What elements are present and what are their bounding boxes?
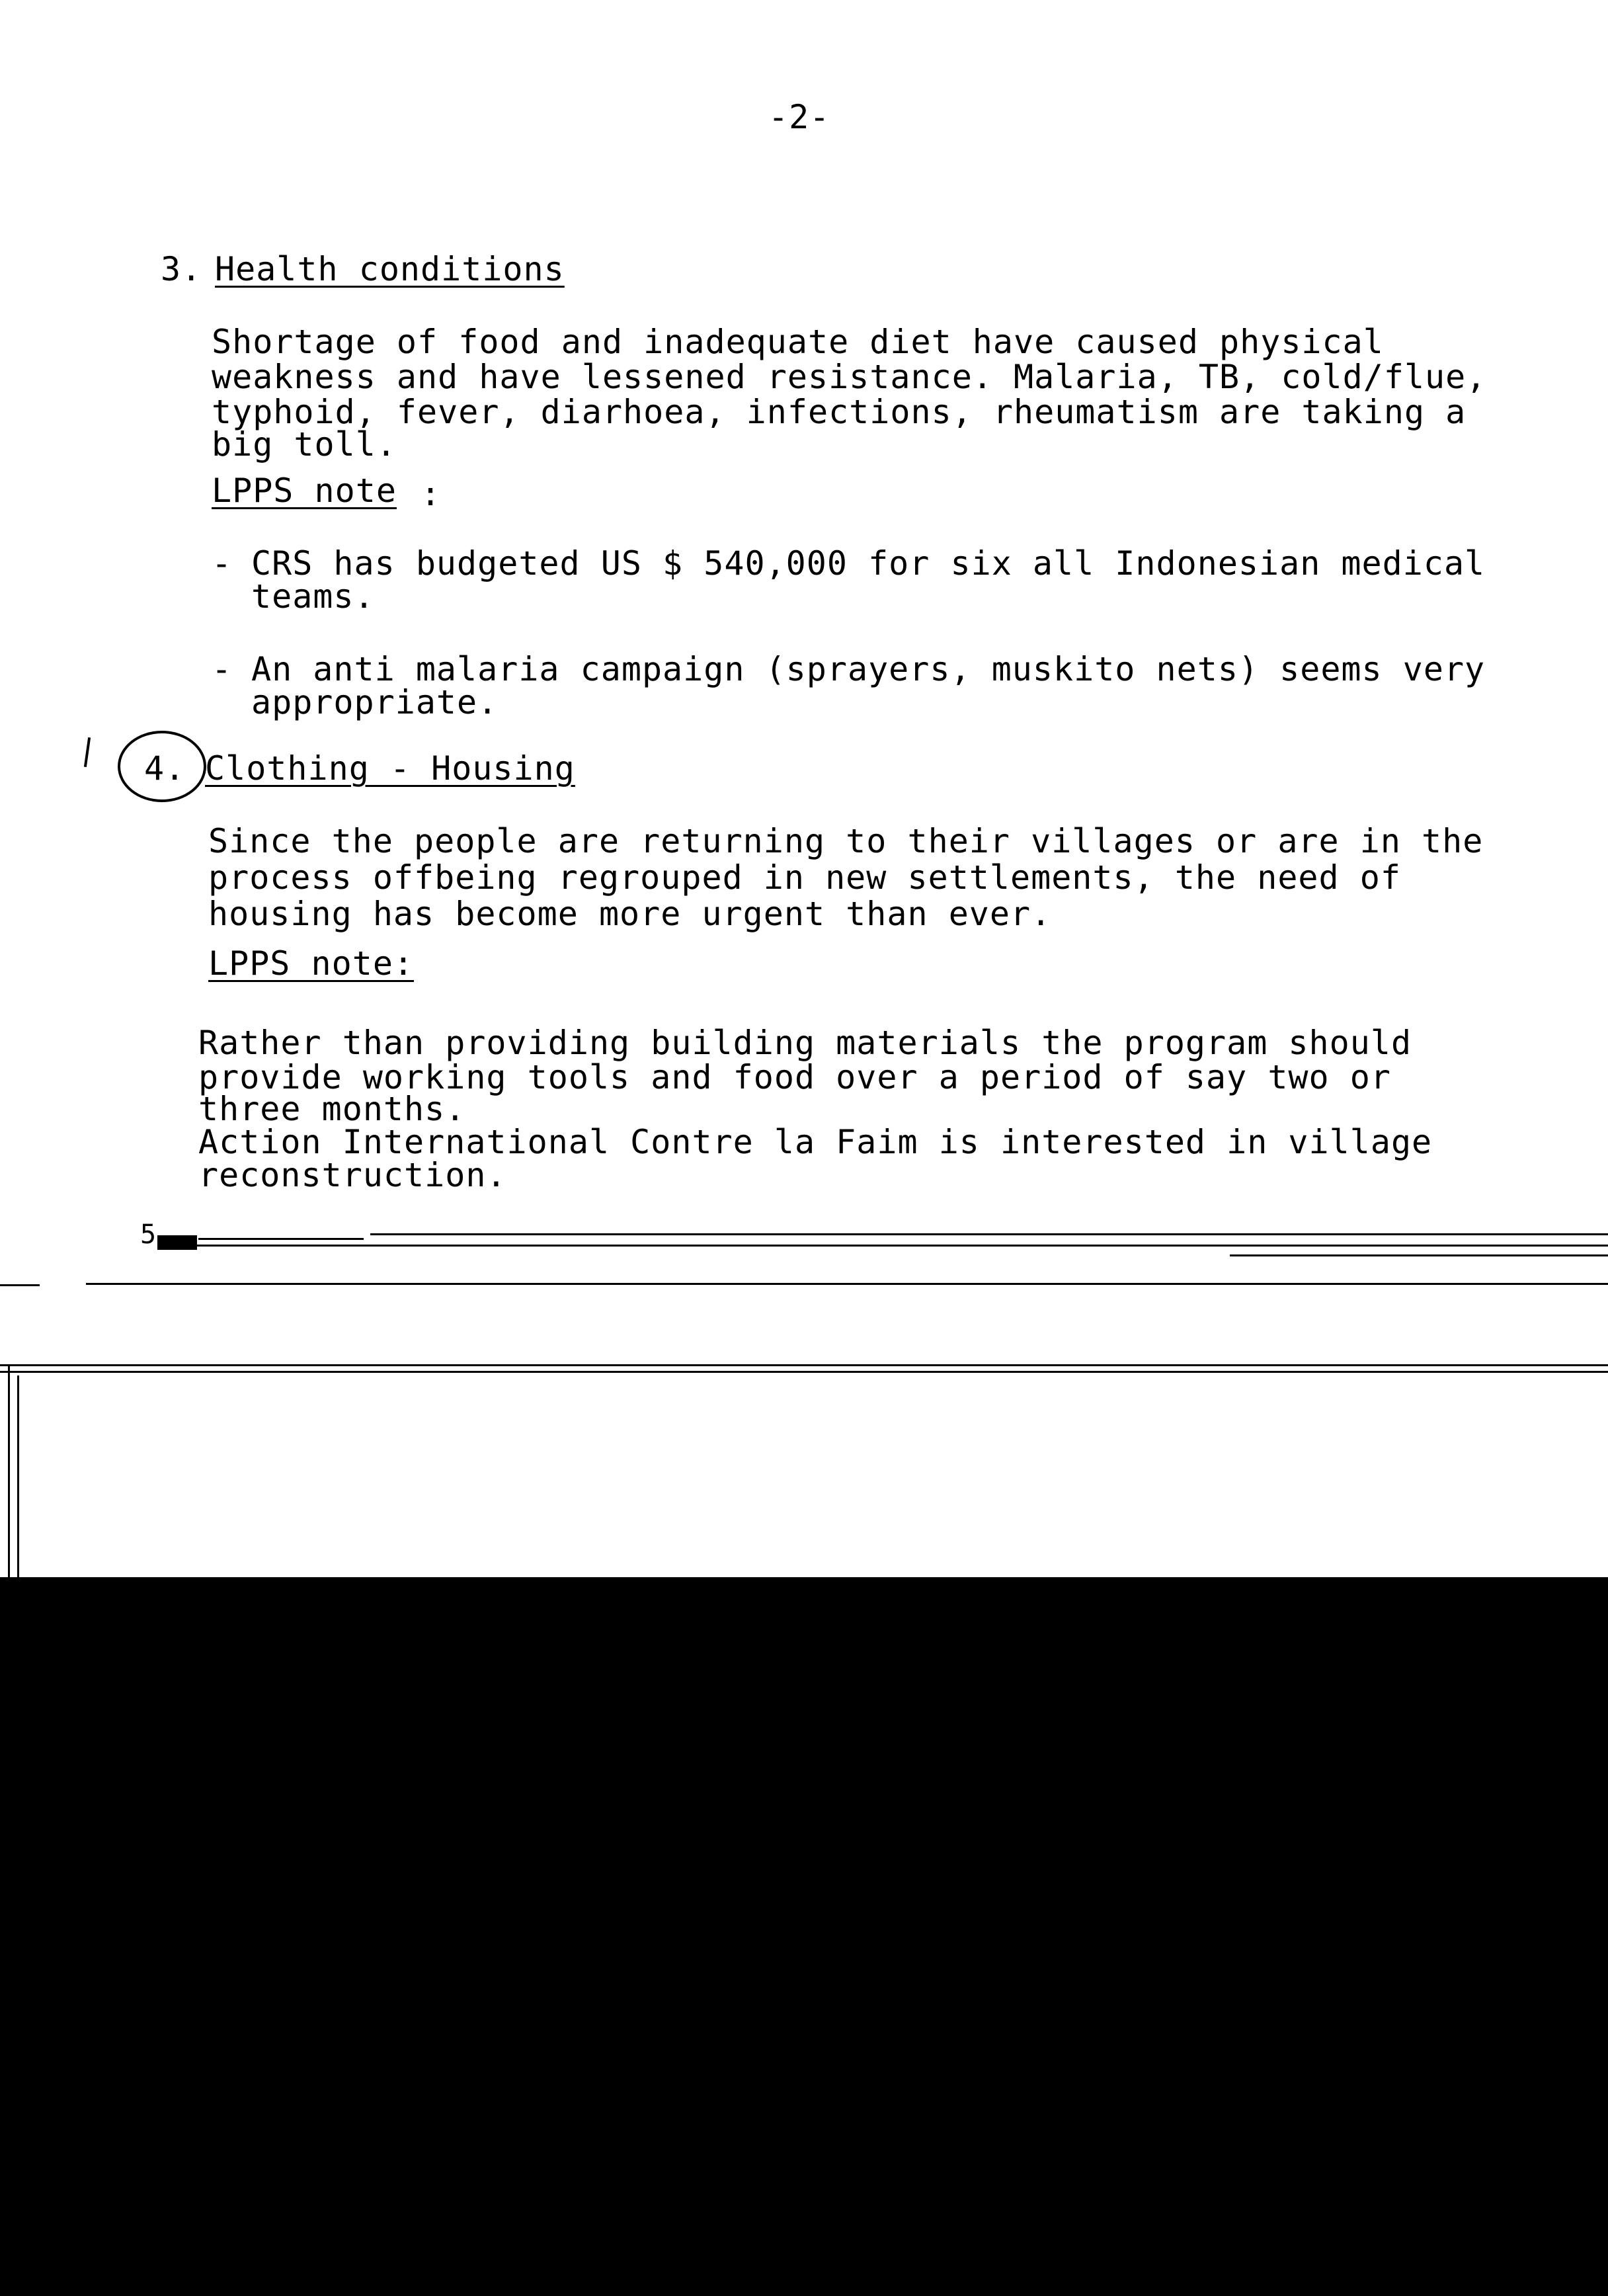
bullet-1-line-1: CRS has budgeted US $ 540,000 for six all Indonesian medical (251, 544, 1486, 583)
section-4-number: 4. (144, 749, 186, 788)
scan-rule-6 (0, 1371, 1608, 1373)
section-4-note-line-3: three months. (198, 1090, 466, 1128)
section-4-note-line-1: Rather than providing building materials the program should (198, 1024, 1412, 1062)
bullet-2-dash: - (212, 650, 233, 688)
section-4-body-line-3: housing has become more urgent than ever. (208, 895, 1052, 933)
section-3-note-label: LPPS note (212, 472, 397, 510)
margin-mark (84, 737, 91, 767)
scan-rule-1 (370, 1233, 1608, 1235)
section-4-note-line-5: reconstruction. (198, 1156, 507, 1194)
section-3-body-line-2: weakness and have lessened resistance. Malaria, TB, cold/flue, (212, 358, 1487, 396)
section-4-note-label: LPPS note: (208, 944, 415, 983)
scan-rule-3 (1230, 1254, 1608, 1256)
bullet-2-line-2: appropriate. (251, 683, 499, 721)
scan-artifact-line (198, 1238, 364, 1240)
scan-edge-left (8, 1366, 10, 1578)
scan-artifact-block (157, 1235, 197, 1250)
section-3-body-line-4: big toll. (212, 425, 397, 464)
section-4-body-line-1: Since the people are returning to their villages or are in the (208, 822, 1484, 860)
section-4-body-line-2: process offbeing regrouped in new settlements, the need of (208, 858, 1401, 897)
page-number: -2- (768, 98, 830, 136)
section-5-number: 5 (140, 1219, 157, 1250)
section-4-note-line-2: provide working tools and food over a period of say two or (198, 1058, 1391, 1096)
section-4-heading: Clothing - Housing (205, 749, 575, 788)
section-3-note-suffix: : (421, 475, 442, 513)
scan-dash-left (0, 1284, 40, 1286)
bullet-2-line-1: An anti malaria campaign (sprayers, muskito nets) seems very (251, 650, 1486, 688)
section-3-number: 3. (161, 250, 202, 288)
section-3-heading: Health conditions (215, 250, 565, 288)
scan-rule-5 (0, 1364, 1608, 1366)
section-3-body-line-1: Shortage of food and inadequate diet have caused physical (212, 323, 1384, 361)
scan-rule-4 (86, 1283, 1608, 1285)
scan-edge-left-2 (17, 1375, 19, 1578)
bullet-1-line-2: teams. (251, 577, 375, 616)
section-4-note-line-4: Action International Contre la Faim is interested in village (198, 1123, 1433, 1161)
scan-rule-2 (165, 1245, 1608, 1247)
bullet-1-dash: - (212, 544, 233, 583)
section-3-body-line-3: typhoid, fever, diarhoea, infections, rheumatism are taking a (212, 393, 1467, 431)
black-scan-area (0, 1577, 1608, 2296)
